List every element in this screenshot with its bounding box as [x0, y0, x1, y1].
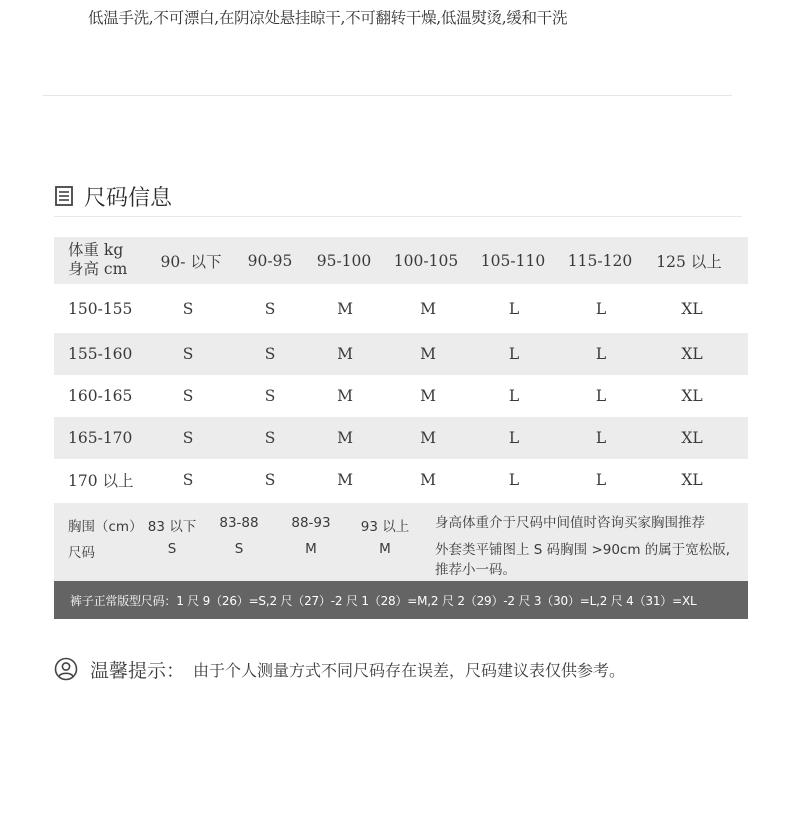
section-header [54, 180, 172, 212]
size-cell: L [595, 345, 607, 363]
size-cell: M [337, 471, 353, 489]
care-instructions: 低温手洗,不可漂白,在阴凉处悬挂晾干,不可翻转干燥,低温熨烫,缓和干洗 [88, 9, 568, 27]
height-axis-label: 身高 cm [68, 260, 128, 278]
chest-size: S [234, 541, 244, 557]
size-cell: S [264, 387, 276, 405]
weight-header: 115-120 [567, 251, 633, 270]
table-header-row [54, 237, 748, 284]
size-table [54, 237, 748, 501]
chest-range: 93 以上 [360, 519, 410, 535]
weight-header: 90- 以下 [160, 252, 222, 271]
size-cell: XL [681, 345, 703, 363]
size-cell: L [508, 345, 520, 363]
height-cell: 150-155 [68, 299, 133, 318]
table-row [54, 284, 748, 333]
size-cell: M [337, 345, 353, 363]
size-cell: M [420, 429, 436, 447]
size-cell: S [264, 429, 276, 447]
chest-range: 83 以下 [147, 519, 197, 535]
weight-header: 95-100 [316, 251, 372, 270]
size-cell: L [595, 429, 607, 447]
size-cell: L [508, 471, 520, 489]
size-cell: S [182, 429, 194, 447]
divider [54, 216, 742, 217]
chest-size: M [305, 541, 317, 557]
size-cell: L [508, 387, 520, 405]
weight-header: 125 以上 [656, 252, 722, 271]
size-cell: XL [681, 387, 703, 405]
chest-label: 胸围（cm） [68, 519, 143, 535]
size-cell: XL [681, 471, 703, 489]
table-corner-label [68, 241, 127, 279]
size-note: 身高体重介于尺码中间值时咨询买家胸围推荐 [435, 515, 705, 531]
size-cell: M [337, 299, 353, 318]
size-cell: S [182, 471, 194, 489]
tip-row [54, 655, 625, 683]
chest-size-block [54, 503, 748, 581]
size-cell: S [264, 299, 276, 318]
tip-label: 温馨提示： [90, 659, 186, 682]
chest-range: 83-88 [219, 515, 259, 531]
size-cell: M [420, 345, 436, 363]
size-cell: S [264, 471, 276, 489]
height-cell: 170 以上 [68, 472, 134, 490]
chest-size: M [379, 541, 391, 557]
size-cell: L [595, 471, 607, 489]
divider [43, 95, 732, 96]
size-cell: S [264, 345, 276, 363]
size-cell: M [337, 429, 353, 447]
size-cell: M [420, 387, 436, 405]
size-cell: XL [681, 429, 703, 447]
size-cell: L [508, 429, 520, 447]
height-cell: 160-165 [68, 387, 133, 405]
size-cell: S [182, 299, 194, 318]
tip-text: 由于个人测量方式不同尺码存在误差，尺码建议表仅供参考。 [193, 660, 626, 680]
size-cell: XL [681, 299, 703, 318]
size-cell: M [420, 299, 436, 318]
weight-header: 105-110 [480, 251, 546, 270]
size-cell: M [337, 387, 353, 405]
height-cell: 155-160 [68, 345, 133, 363]
weight-header: 90-95 [247, 251, 293, 270]
size-cell: M [420, 471, 436, 489]
chest-size: S [167, 541, 177, 557]
weight-axis-label: 体重 kg [68, 241, 124, 259]
size-cell: S [182, 387, 194, 405]
document-list-icon [54, 185, 74, 207]
size-note: 推荐小一码。 [435, 562, 516, 578]
table-row [54, 417, 748, 459]
size-cell: L [595, 299, 607, 318]
section-title: 尺码信息 [84, 185, 173, 211]
chest-size-label: 尺码 [68, 545, 95, 561]
size-cell: S [182, 345, 194, 363]
table-row [54, 333, 748, 375]
pants-size-bar: 裤子正常版型尺码：1 尺 9（26）=S,2 尺（27）-2 尺 1（28）=M,2 尺 2（29）-2 尺 3（30）=L,2 尺 4（31）=XL [54, 581, 748, 619]
weight-header: 100-105 [393, 251, 459, 270]
size-cell: L [595, 387, 607, 405]
table-row [54, 375, 748, 417]
size-cell: L [508, 299, 520, 318]
size-note: 外套类平铺图上 S 码胸围 >90cm 的属于宽松版, [435, 542, 731, 558]
chest-range: 88-93 [291, 515, 331, 531]
height-cell: 165-170 [68, 429, 133, 447]
table-row [54, 459, 748, 501]
user-circle-icon [54, 657, 78, 681]
